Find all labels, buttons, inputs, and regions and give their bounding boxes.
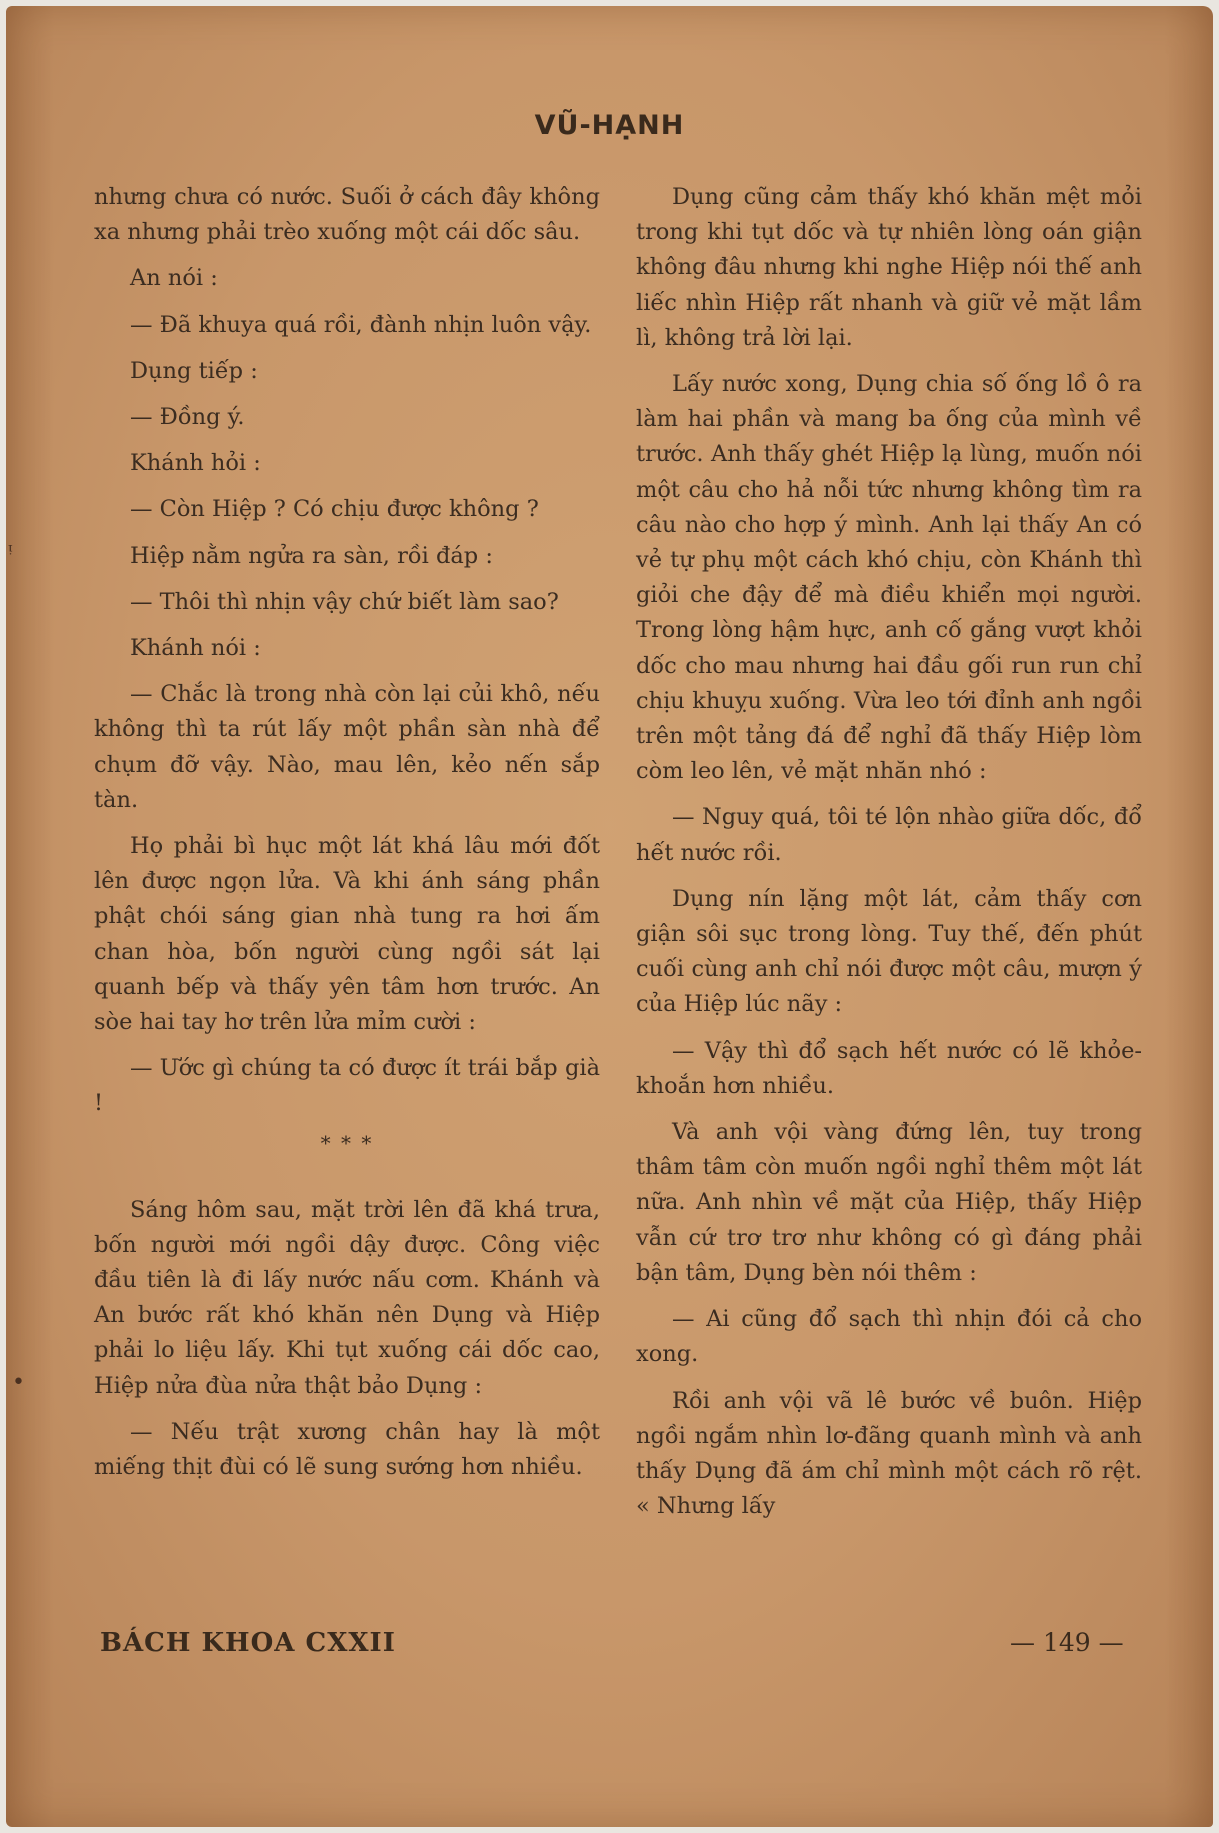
dialogue-line: — Nếu trật xương chân hay là một miếng thịt đùi có lẽ sung sướng hơn nhiều. <box>94 1418 600 1481</box>
dialogue-line: — Đồng ý. <box>130 404 245 431</box>
dialogue-line: — Chắc là trong nhà còn lại củi khô, nếu không thì ta rút lấy một phần sàn nhà để chụm đỡ vậy. Nào, mau lên, kẻo nến sắp tàn. <box>94 681 600 813</box>
page-number: — 149 — <box>1010 1628 1124 1657</box>
left-column <box>94 180 600 1485</box>
paragraph: Họ phải bì hục một lát khá lâu mới đốt lên được ngọn lửa. Và khi ánh sáng phần phật chói sáng gian nhà tung ra hơi ấm chan hòa, bốn người cùng ngồi sát lại quanh bếp và thấy yên tâm hơn trước. An sòe hai tay hơ trên lửa mỉm cười : <box>94 833 600 1036</box>
dialogue-line: — Ước gì chúng ta có được ít trái bắp già ! <box>94 1055 600 1117</box>
paragraph: Dụng cũng cảm thấy khó khăn mệt mỏi trong khi tụt dốc và tự nhiên lòng oán giận không đâu nhưng khi nghe Hiệp nói thế anh liếc nhìn Hiệp rất nhanh và giữ vẻ mặt lầm lì, không trả lời lại. <box>636 184 1142 351</box>
section-separator: * * * <box>320 1130 374 1155</box>
right-column <box>636 180 1142 1524</box>
paragraph: Dụng nín lặng một lát, cảm thấy cơn giận sôi sục trong lòng. Tuy thế, đến phút cuối cùng anh chỉ nói được một câu, mượn ý của Hiệp lúc nãy : <box>636 885 1142 1018</box>
paragraph: nhưng chưa có nước. Suối ở cách đây không xa nhưng phải trèo xuống một cái dốc sâu. <box>94 184 600 246</box>
dialogue-line: — Đã khuya quá rồi, đành nhịn luôn vậy. <box>130 311 592 338</box>
paragraph: Khánh nói : <box>130 635 261 662</box>
paragraph: Sáng hôm sau, mặt trời lên đã khá trưa, bốn người mới ngồi dậy được. Công việc đầu tiên là đi lấy nước nấu cơm. Khánh và An bước rất khó khăn nên Dụng và Hiệp phải lo liệu lấy. Khi tụt xuống cái dốc cao, Hiệp nửa đùa nửa thật bảo Dụng : <box>94 1196 600 1399</box>
page-header-author: VŨ-HẠNH <box>534 110 685 141</box>
paragraph: Lấy nước xong, Dụng chia số ống lồ ô ra làm hai phần và mang ba ống của mình về trước. Anh thấy ghét Hiệp lạ lùng, muốn nói một câu cho hả nỗi tức nhưng không tìm ra câu nào cho hợp ý mình. Anh lại thấy An có vẻ tự phụ một cách khó chịu, còn Khánh thì giỏi che đậy để mà điều khiển mọi người. Trong lòng hậm hực, anh cố gắng vượt khỏi dốc cho mau nhưng hai đầu gối run run chỉ chịu khuỵu xuống. Vừa leo tới đỉnh anh ngồi trên một tảng đá để nghỉ đã thấy Hiệp lòm còm leo lên, vẻ mặt nhăn nhó : <box>636 371 1142 785</box>
dialogue-line: — Vậy thì đổ sạch hết nước có lẽ khỏe-khoắn hơn nhiều. <box>636 1037 1142 1099</box>
paragraph: Rồi anh vội vã lê bước về buôn. Hiệp ngồi ngắm nhìn lơ-đãng quanh mình và anh thấy Dụng đã ám chỉ mình một cách rõ rệt. « Nhưng lấy <box>636 1387 1142 1520</box>
paragraph: Và anh vội vàng đứng lên, tuy trong thâm tâm còn muốn ngồi nghỉ thêm một lát nữa. Anh nhìn về mặt của Hiệp, thấy Hiệp vẫn cứ trơ trơ như không có gì đáng phải bận tâm, Dụng bèn nói thêm : <box>636 1119 1142 1286</box>
paragraph: An nói : <box>130 265 218 292</box>
paragraph: Khánh hỏi : <box>130 450 261 477</box>
dialogue-line: — Thôi thì nhịn vậy chứ biết làm sao? <box>130 588 559 615</box>
margin-speck: • <box>12 1370 25 1395</box>
paragraph: Hiệp nằm ngửa ra sàn, rồi đáp : <box>130 542 493 569</box>
paragraph: Dụng tiếp : <box>130 357 258 384</box>
margin-speck: ᵎ <box>8 540 12 565</box>
dialogue-line: — Ai cũng đổ sạch thì nhịn đói cả cho xong. <box>636 1306 1142 1368</box>
dialogue-line: — Nguy quá, tôi té lộn nhào giữa dốc, đổ hết nước rồi. <box>636 804 1142 866</box>
journal-issue-label: BÁCH KHOA CXXII <box>100 1628 396 1658</box>
dialogue-line: — Còn Hiệp ? Có chịu được không ? <box>130 496 539 523</box>
